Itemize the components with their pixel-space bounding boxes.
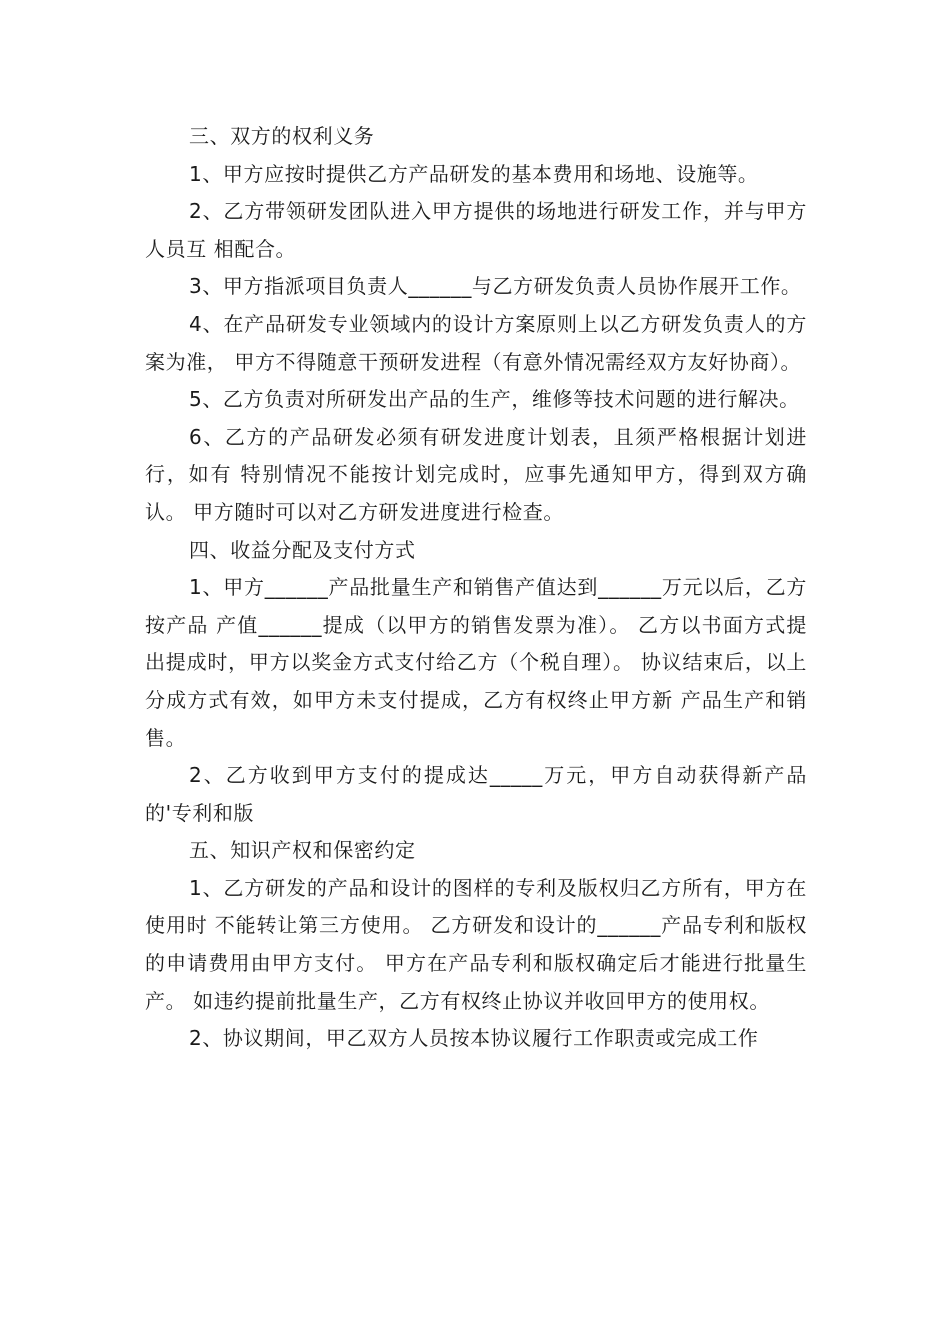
clause-5-1: 1、乙方研发的产品和设计的图样的专利及版权归乙方所有，甲方在使用时 不能转让第三方使用。 乙方研发和设计的______产品专利和版权的申请费用由甲方支付。 甲方在产品专利和版权确定后才能进行批量生产。 如违约提前批量生产，乙方有权终止协议并收回甲方的使用权。	[145, 875, 807, 1013]
section-heading-revenue: 四、收益分配及支付方式	[189, 537, 416, 562]
document-page	[145, 118, 807, 1058]
section-heading-ip: 五、知识产权和保密约定	[189, 838, 416, 863]
clause-4-2: 2、乙方收到甲方支付的提成达_____万元，甲方自动获得新产品的'专利和版	[145, 763, 807, 825]
clause-4-1: 1、甲方______产品批量生产和销售产值达到______万元以后，乙方按产品 产值______提成（以甲方的销售发票为准）。 乙方以书面方式提出提成时，甲方以奖金方式支付给乙方（个税自理）。 协议结束后，以上分成方式有效，如甲方未支付提成，乙方有权终止甲方新 产品生产和销售。	[145, 575, 807, 750]
clause-5-2: 2、协议期间，甲乙双方人员按本协议履行工作职责或完成工作	[189, 1026, 759, 1051]
clause-3-1: 1、甲方应按时提供乙方产品研发的基本费用和场地、设施等。	[189, 161, 759, 186]
clause-3-3: 3、甲方指派项目负责人______与乙方研发负责人员协作展开工作。	[189, 274, 802, 299]
clause-3-5: 5、乙方负责对所研发出产品的生产，维修等技术问题的进行解决。	[189, 387, 800, 412]
clause-3-4: 4、在产品研发专业领域内的设计方案原则上以乙方研发负责人的方案为准， 甲方不得随意干预研发进程（有意外情况需经双方友好协商）。	[145, 311, 807, 374]
clause-3-6: 6、乙方的产品研发必须有研发进度计划表，且须严格根据计划进行，如有 特别情况不能按计划完成时，应事先通知甲方，得到双方确认。 甲方随时可以对乙方研发进度进行检查。	[145, 424, 807, 524]
section-heading-rights: 三、双方的权利义务	[189, 124, 375, 148]
clause-3-2: 2、乙方带领研发团队进入甲方提供的场地进行研发工作，并与甲方人员互 相配合。	[145, 199, 807, 261]
